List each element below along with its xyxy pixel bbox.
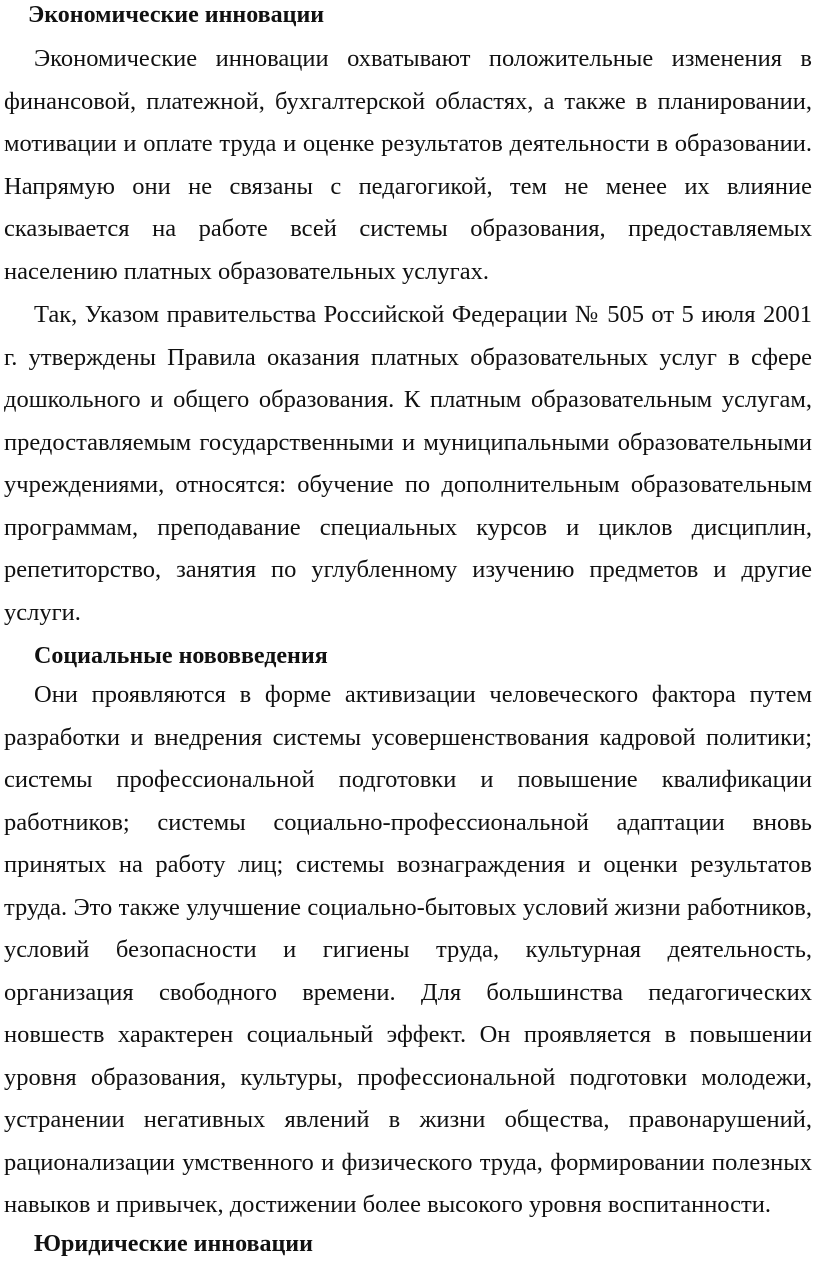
paragraph-social-innovations: Они проявляются в форме активизации человеческого фактора путем разработки и внедрения системы усовершенствования кадровой политики; системы профессиональной подготовки и повышение квалификации работников; системы социально-профессиональной адаптации вновь принятых на работу лиц; системы вознаграждения и оценки результатов труда. Это также улучшение социально-бытовых условий жизни работников, условий безопасности и гигиены труда, культурная деятельность, организация свободного времени. Для большинства педагогических новшеств характерен социальный эффект. Он проявляется в повышении уровня образования, культуры, профессиональной подготовки молодежи, устранении негативных явлений в жизни общества, правонарушений, рационализации умственного и физического труда, формировании полезных навыков и привычек, достижении более высокого уровня воспитанности. — [4, 681, 812, 1218]
section-heading-social: Социальные нововведения — [34, 643, 328, 669]
section-heading-legal: Юридические инновации — [34, 1231, 313, 1257]
section-heading-economic: Экономические инновации — [28, 2, 325, 28]
paragraph-economic-intro: Экономические инновации охватывают положительные изменения в финансовой, платежной, бухгалтерской областях, а также в планировании, мотивации и оплате труда и оценке результатов деятельности в образовании. Напрямую они не связаны с педагогикой, тем не менее их влияние сказывается на работе всей системы образования, предоставляемых населению платных образовательных услугах. — [4, 45, 812, 285]
paragraph-economic-decree: Так, Указом правительства Российской Федерации № 505 от 5 июля 2001 г. утверждены Правила оказания платных образовательных услуг в сфере дошкольного и общего образования. К платным образовательным услугам, предоставляемым государственными и муниципальными образовательными учреждениями, относятся: обучение по дополнительным образовательным программам, преподавание специальных курсов и циклов дисциплин, репетиторство, занятия по углубленному изучению предметов и другие услуги. — [4, 301, 812, 626]
